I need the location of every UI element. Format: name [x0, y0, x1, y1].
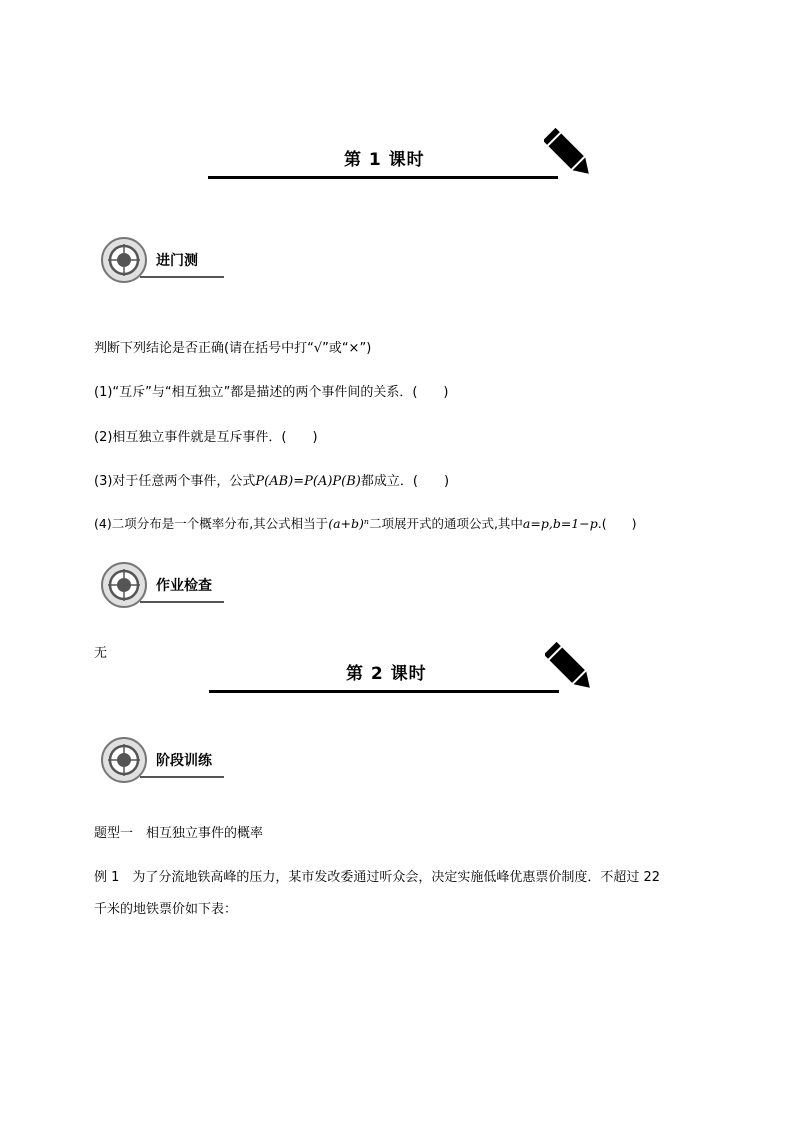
- section-badge-homework: [100, 561, 230, 609]
- question-3-pre: (3)对于任意两个事件，公式: [94, 474, 256, 489]
- lesson2-title: 第 2 课时: [346, 664, 427, 684]
- question-4-pre: (4)二项分布是一个概率分布,其公式相当于: [94, 516, 329, 531]
- section-badge-entry: [100, 236, 230, 284]
- example-1-line-2: 千米的地铁票价如下表：: [94, 902, 238, 917]
- section-badge-training: [100, 736, 230, 784]
- section-underline: [140, 601, 224, 603]
- question-4-formula: (a+b)ⁿ: [328, 516, 369, 531]
- pencil-icon: [545, 642, 595, 694]
- question-2: (2)相互独立事件就是互斥事件．( ): [94, 430, 318, 445]
- question-4: [94, 514, 636, 532]
- question-3: [94, 470, 449, 489]
- section-underline: [140, 776, 224, 778]
- question-type-1: 题型一 相互独立事件的概率: [94, 826, 264, 841]
- homework-text: 无: [94, 646, 108, 661]
- example-1-line-1: 例 1 为了分流地铁高峰的压力，某市发改委通过听众会，决定实施低峰优惠票价制度．不超过 22: [94, 870, 661, 885]
- lesson2-rule: [209, 690, 559, 693]
- section-label-training: 阶段训练: [156, 753, 212, 769]
- section-label-homework: 作业检查: [156, 578, 212, 594]
- section-label-entry: 进门测: [156, 253, 198, 269]
- lesson1-rule: [208, 176, 558, 179]
- question-1: (1)“互斥”与“相互独立”都是描述的两个事件间的关系．( ): [94, 385, 449, 400]
- section-underline: [140, 276, 224, 278]
- entry-instruction: 判断下列结论是否正确(请在括号中打“√”或“×”): [94, 341, 372, 356]
- question-4-post: .( ): [597, 516, 637, 531]
- question-3-post: 都成立．( ): [360, 474, 450, 489]
- lesson1-title: 第 1 课时: [344, 150, 425, 170]
- question-3-formula: P(AB)=P(A)P(B): [255, 474, 361, 489]
- pencil-icon: [544, 128, 594, 180]
- question-4-formula2: a=p,b=1−p: [522, 516, 598, 531]
- question-4-mid: 二项展开式的通项公式,其中: [368, 516, 523, 531]
